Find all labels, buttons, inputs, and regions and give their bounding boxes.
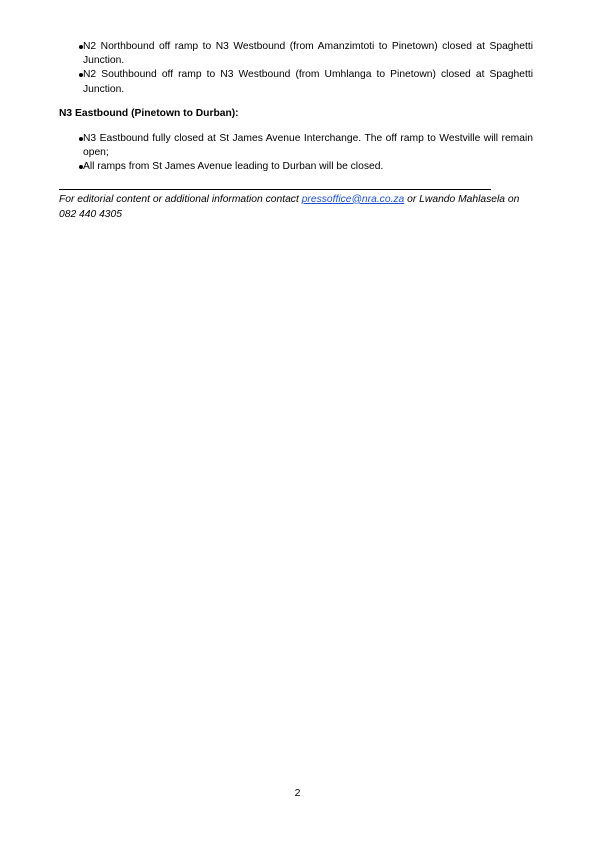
n2-ramp-closures-list (59, 40, 533, 97)
bullet-icon (79, 45, 83, 49)
contact-note (59, 192, 533, 222)
contact-text-before: For editorial content or additional information contact (59, 193, 302, 205)
divider-rule (59, 189, 491, 190)
contact-text-after: or Lwando Mahlasela on 082 440 4305 (59, 193, 520, 220)
list-item (59, 68, 533, 96)
list-item (59, 40, 533, 68)
page-content (59, 40, 533, 222)
list-item-text: All ramps from St James Avenue leading to Durban will be closed. (83, 161, 384, 173)
press-office-email-link[interactable]: pressoffice@nra.co.za (301, 193, 405, 205)
n3-eastbound-closures-list (59, 132, 533, 175)
list-item-text: N2 Southbound off ramp to N3 Westbound (from Umhlanga to Pinetown) closed at Spaghetti Junction. (83, 69, 533, 95)
list-item (59, 132, 533, 160)
list-item (59, 160, 533, 174)
section-heading: N3 Eastbound (Pinetown to Durban): (59, 107, 239, 119)
page-number: 2 (294, 787, 301, 799)
list-item-text: N3 Eastbound fully closed at St James Avenue Interchange. The off ramp to Westville will remain open; (83, 133, 533, 159)
bullet-icon (79, 137, 83, 141)
list-item-text: N2 Northbound off ramp to N3 Westbound (from Amanzimtoti to Pinetown) closed at Spaghetti Junction. (83, 41, 533, 67)
